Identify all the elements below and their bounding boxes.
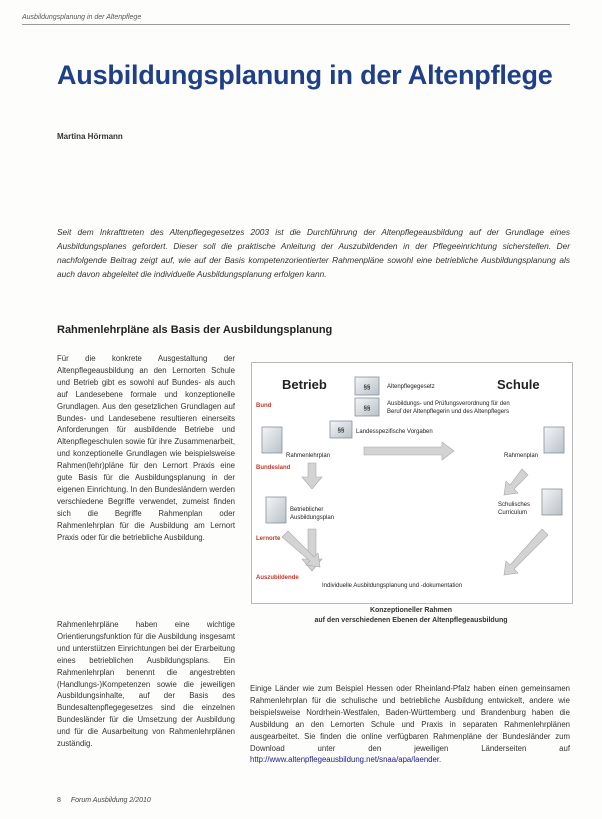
betrieblicher-line-1: Betrieblicher [290,507,324,513]
paragraph-symbol-2: §§ [363,406,371,412]
arrow-horizontal [364,442,454,460]
level-bund: Bund [256,403,272,409]
article-title: Ausbildungsplanung in der Altenpflege [57,60,553,90]
running-head: Ausbildungsplanung in der Altenpflege [22,14,142,21]
paragraph-symbol-3: §§ [337,428,345,434]
rahmenlehrplan-document [262,427,282,453]
page-footer [57,797,151,804]
level-auszubildende: Auszubildende [256,575,299,581]
caption-line-1: Konzeptioneller Rahmen [369,607,453,614]
section-heading: Rahmenlehrpläne als Basis der Ausbildungsplanung [57,324,333,336]
betrieblicher-line-2: Ausbildungsplan [290,515,335,521]
betrieb-heading: Betrieb [282,377,327,392]
arrow-diagonal-upper [504,469,528,495]
body-paragraph-3 [250,683,570,766]
body-paragraph-1: Für die konkrete Ausgestaltung der Altenpflegeausbildung an den Lernorten Schule und Betrieb gibt es sowohl auf Bundes- als auch auf Landesebene formale und konzeptionelle Grundlagen. Aus den gesetzlichen Grundlagen auf Bundes- und Landesebene resultieren einerseits Anforderungen für ausbildende Betriebe und Altenpflegeschulen sowie für ihre Zusammenarbeit, und konzeptionelle Grundlagen wie beispielsweise Rahmen(lehr)pläne für den Lernort Praxis eine gute Basis für die Ausbildungsplanung in der eigenen Einrichtung. In den Bundesländern werden verschiedene Begriffe verwendet, zumeist finden sich die Begriffe Rahmenplan oder Rahmenlehrplan für die Ausbildung am Lernort Praxis oder für die betriebliche Ausbildung. [57,354,235,542]
concept-diagram [251,362,573,604]
rahmenplan-document [544,427,564,453]
level-lernorte: Lernorte [256,536,281,542]
top-rule [22,24,570,25]
author: Martina Hörmann [57,132,123,141]
curriculum-line-1: Schulisches [498,502,531,508]
betrieblicher-plan-document [266,497,286,523]
figure-caption [251,606,571,626]
lead-paragraph: Seit dem Inkrafttreten des Altenpflegegesetzes 2003 ist die Durchführung der Altenpflegeausbildung auf der Grundlage eines Ausbildungsplanes gefordert. Dieser soll die praktische Anleitung der Auszubildenden in der Pflegeeinrichtung sicherstellen. Der nachfolgende Beitrag zeigt auf, wie auf der Basis kompetenzorientierter Rahmenpläne sowohl eine betriebliche Ausbildungsplanung als auch davon abgeleitet die individuelle Ausbildungsplanung erfolgen kann. [57,227,570,279]
page-number: 8 [57,797,61,804]
individuelle-planung-label: Individuelle Ausbildungsplanung und -dokumentation [322,583,463,589]
curriculum-line-2: Curriculum [498,510,528,516]
rahmenplan-label: Rahmenplan [504,453,539,459]
verordnung-line-2: Beruf der Altenpflegerin und des Altenpflegers [387,409,510,415]
curriculum-document [542,489,562,515]
arrow-down-1 [302,463,322,489]
rahmenlehrplan-label: Rahmenlehrplan [286,453,331,459]
paragraph-symbol-1: §§ [363,385,371,391]
schule-heading: Schule [497,377,540,392]
gesetz-label: Altenpflegegesetz [387,384,435,390]
laender-link[interactable]: http://www.altenpflegeausbildung.net/snaa/apa/laender. [250,755,442,765]
landesvorgaben-label: Landesspezifische Vorgaben [356,429,433,435]
body-paragraph-2: Rahmenlehrpläne haben eine wichtige Orientierungsfunktion für die Ausbildung insgesamt und unterstützen Einrichtungen bei der Erarbeitung eines betrieblichen Ausbildungsplans. Ein Rahmenlehrplan benennt die angestrebten (Handlungs-)Kompetenzen sowie die jeweiligen Ausbildungsinhalte, auf der Basis des Bundesaltenpflegegesetzes sind die einzelnen Bundesländer für die Umsetzung der Ausbildung und für die Ausarbeitung von Rahmenlehrplänen zuständig. [57,620,235,749]
body-paragraph-3-text: Einige Länder wie zum Beispiel Hessen oder Rheinland-Pfalz haben einen gemeinsamen Rahmenlehrplan für die schulische und betriebliche Ausbildung entwickelt, andere wie beispielsweise Nordrhein-Westfalen, Baden-Württemberg und Brandenburg haben die Ausbildung an den Lernorten Schule und Praxis in separaten Rahmenlehrplänen ausgearbeitet. Sie finden die online verfügbaren Rahmenpläne der Bundesländer zum Download unter den jeweiligen Länderseiten auf [250,684,570,753]
level-bundesland: Bundesland [256,465,291,471]
diagram-canvas [252,363,572,603]
publication-name: Forum Ausbildung 2/2010 [70,797,151,804]
arrow-diagonal-lower [504,529,548,575]
caption-line-2: auf den verschiedenen Ebenen der Altenpflegeausbildung [314,617,508,624]
verordnung-line-1: Ausbildungs- und Prüfungsverordnung für den [387,401,510,407]
